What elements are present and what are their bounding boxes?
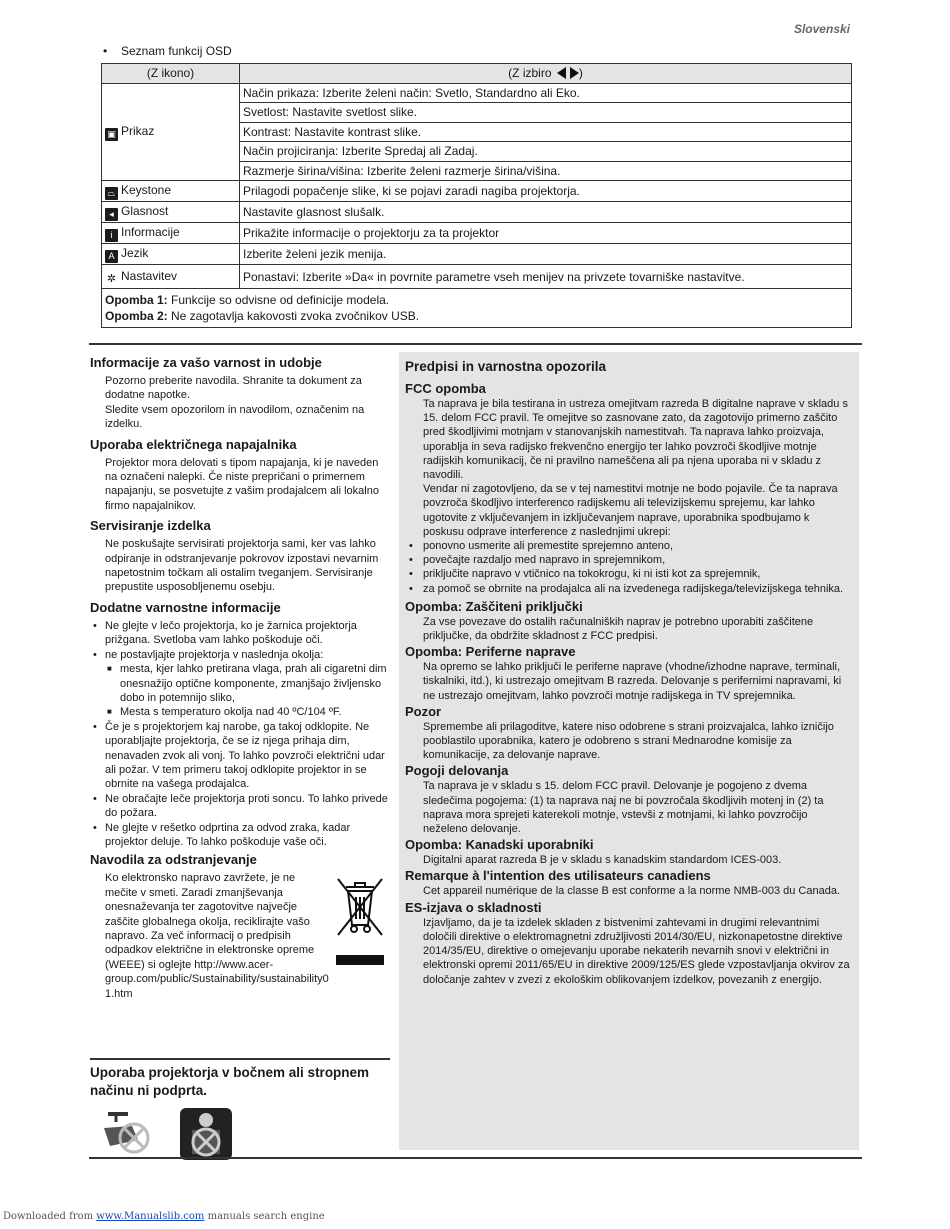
osd-col2-header-suffix: ) <box>578 66 583 81</box>
servicing-p1: Ne poskušajte servisirati projektorja sami, ker vas lahko odpiranje in odstranjevanje pokrovov izpostavi nevarnim napetostnim točkam ali ostalim tveganjem. Servisiranje prepustite usposobljenemu osebju. <box>105 538 379 594</box>
osd-nastavitev-label: Nastavitev <box>121 268 178 283</box>
safety-comfort-p1: Pozorno preberite navodila. Shranite ta dokument za dodatne napotke. <box>105 375 362 402</box>
list-item: ■ mesta, kjer lahko pretirana vlaga, prah ali cigaretni dim onesnažijo optične komponente, zmanjšajo življensko dobo in potemnijo sliko, <box>90 662 390 705</box>
fcc-measures-list <box>405 539 853 596</box>
osd-row-keystone <box>102 181 852 202</box>
note-1-text: Funkcije so odvisne od definicije modela. <box>167 293 390 307</box>
list-item: • Ne glejte v lečo projektorja, ko je žarnica projektorja prižgana. Svetloba vam lahko poškoduje oči. <box>90 619 390 648</box>
operating-conditions-heading: Pogoji delovanja <box>405 763 509 779</box>
osd-col2-header <box>240 64 852 84</box>
section-divider-bottom <box>89 1157 862 1159</box>
fcc-heading: FCC opomba <box>405 381 486 396</box>
mount-icons <box>102 1106 390 1162</box>
osd-prikaz-label: Prikaz <box>121 123 155 138</box>
power-supply-p1: Projektor mora delovati s tipom napajanja, ki je naveden na označeni nalepki. Če niste prepričani o primernem napajanju, se posvetujte z vašim prodajalcem ali lokalno firmo napajalnikov. <box>105 456 379 512</box>
osd-row-prikaz <box>102 83 852 103</box>
download-footer <box>3 1211 325 1222</box>
servicing-heading: Servisiranje izdelka <box>90 518 211 534</box>
osd-prikaz-row-2: Svetlost: Nastavite svetlost slike. <box>240 103 852 123</box>
osd-prikaz-label-cell <box>102 83 240 181</box>
list-item: • Ne glejte v rešetko odprtina za odvod zraka, kadar projektor deluje. To lahko poškoduje vaše oči. <box>90 821 390 850</box>
osd-glasnost-label: Glasnost <box>121 204 169 218</box>
disposal-p1: Ko elektronsko napravo zavržete, je ne mečite v smeti. Zaradi zmanjševanja onesnaževanja ter zagotovitve največje zaščite globalnega okolja, reciklirajte vašo napravo. Za več informacij o predpisih odpadkov električne in elektronske opreme (WEEE) si oglejte http://www.acer-group.com/public/Sustainability/sustainability01.htm <box>105 872 329 1000</box>
image-icon: ▣ <box>105 128 118 141</box>
disposal-heading: Navodila za odstranjevanje <box>90 852 257 868</box>
footer-prefix: Downloaded from <box>3 1211 97 1222</box>
section-divider-top <box>89 343 862 345</box>
osd-informacije-label: Informacije <box>121 225 180 239</box>
eu-declaration-p: Izjavljamo, da je ta izdelek skladen z bistvenimi zahtevami in drugimi relevantnimi določili direktive o elektromagnetni združljivosti 2014/30/EU, nizkonapetostne direktive 2014/35/EU, direktive o omejevanju uporabe nekaterih nevarnih snovi v električni in elektronski opremi 2011/65/EU in direktive 2009/125/ES glede vzpostavljanja okvirov za določanje zahtev v zvezi z ekološkim oblikovanjem izdelkov, povezanih z energijo. <box>423 916 850 986</box>
osd-informacije-label-cell <box>102 223 240 244</box>
eu-declaration-heading: ES-izjava o skladnosti <box>405 899 542 915</box>
language-icon: A <box>105 250 118 263</box>
osd-jezik-text: Izberite želeni jezik menija. <box>240 244 852 265</box>
list-item: • povečajte razdaljo med napravo in sprejemnikom, <box>405 553 853 567</box>
regulations-heading: Predpisi in varnostna opozorila <box>405 359 607 374</box>
safety-comfort-p2: Sledite vsem opozorilom in navodilom, označenim na izdelku. <box>105 403 365 431</box>
side-mount-prohibited-icon <box>102 1106 162 1156</box>
gear-icon: ✲ <box>106 272 117 285</box>
osd-row-jezik <box>102 244 852 265</box>
osd-prikaz-row-4: Način projiciranja: Izberite Spredaj ali Zadaj. <box>240 142 852 162</box>
mount-warning-heading: Uporaba projektorja v bočnem ali stropnem načinu ni podprta. <box>90 1065 370 1098</box>
additional-safety-heading: Dodatne varnostne informacije <box>90 599 281 615</box>
list-item: • Če je s projektorjem kaj narobe, ga takoj odklopite. Ne uporabljajte projektorja, če se iz njega prihaja dim, nenavaden zvok ali vonj. To lahko povzroči električni udar ali požar. V tem primeru takoj odklopite projektor in se obrnite na vašega prodajalca. <box>90 720 390 792</box>
list-item: ■ Mesta s temperaturo okolja nad 40 ºC/104 ºF. <box>90 705 390 719</box>
osd-nastavitev-text: Ponastavi: Izberite »Da« in povrnite parametre vseh menijev na privzete tovarniške nastavitve. <box>240 265 852 289</box>
note-2-label: Opomba 2: <box>105 309 168 323</box>
fcc-p2: Vendar ni zagotovljeno, da se v tej namestitvi motnje ne bodo pojavile. Če ta naprava povzroča škodljivo interferenco radijskemu ali televizijskemu sprejemu, kar lahko ugotovite z vključevanjem in izključevanjem naprave, uporabnika spodbujamo k poskusu odprave interference z naslednjimi ukrepi: <box>423 483 838 538</box>
fcc-p1: Ta naprava je bila testirana in ustreza omejitvam razreda B digitalne naprave v skladu s 15. delom FCC pravil. Te omejitve so zasnovane zato, da zagotovijo primerno zaščito pred škodljivimi motnjam v stanovanjskih namestitvah. Ta naprava lahko proizvaja, uporablja in seva radijsko frekvenčno energijo ter lahko povzroči škodljive motnje radijskih komunikacij, če ni pravilno nameščena ali pa njena uporaba ni v skladu z navodili. <box>423 398 848 482</box>
note-1-label: Opomba 1: <box>105 293 168 307</box>
list-item: • priključite napravo v vtičnico na tokokrogu, ki ni isti kot za sprejemnik, <box>405 567 853 581</box>
left-column <box>90 352 390 1001</box>
osd-col1-header: (Z ikono) <box>102 64 240 84</box>
osd-keystone-label: Keystone <box>121 183 172 197</box>
power-supply-heading: Uporaba električnega napajalnika <box>90 436 297 452</box>
note-2 <box>105 308 848 324</box>
ceiling-mount-prohibited-icon <box>176 1106 236 1162</box>
note-2-text: Ne zagotavlja kakovosti zvoka zvočnikov USB. <box>167 309 420 323</box>
osd-keystone-text: Prilagodi popačenje slike, ki se pojavi zaradi nagiba projektorja. <box>240 181 852 202</box>
list-item: • za pomoč se obrnite na prodajalca ali na izvedenega radijskega/televizijskega tehnika. <box>405 582 853 596</box>
osd-informacije-text: Prikažite informacije o projektorju za ta projektor <box>240 223 852 244</box>
osd-jezik-label: Jezik <box>121 246 149 260</box>
footer-suffix: manuals search engine <box>204 1211 325 1222</box>
list-item: • Ne obračajte leče projektorja proti soncu. To lahko privede do požara. <box>90 792 390 821</box>
caution-heading: Pozor <box>405 703 442 719</box>
shielded-connectors-heading: Opomba: Zaščiteni priključki <box>405 598 583 614</box>
osd-keystone-label-cell <box>102 181 240 202</box>
osd-table <box>101 63 852 328</box>
info-icon: i <box>105 229 118 242</box>
canadian-users-heading: Opomba: Kanadski uporabniki <box>405 837 594 853</box>
shielded-connectors-p: Za vse povezave do ostalih računalniških naprav je potrebno uporabiti zaščitene priključke, da obdržite skladnost z FCC predpisi. <box>423 615 814 643</box>
language-label: Slovenski <box>793 22 850 36</box>
operating-conditions-p: Ta naprava je v skladu s 15. delom FCC pravil. Delovanje je pogojeno z dvema sledečima pogojema: (1) ta naprava naj ne bi povzročala škodljivih motenj in (2) ta naprava mora sprejeti katerekoli motnje, vstevši z motnjami, ki lahko povzročijo neželeno delovanje. <box>423 780 824 836</box>
osd-row-informacije <box>102 223 852 244</box>
note-1 <box>105 292 848 308</box>
peripheral-devices-p: Na opremo se lahko priključi le periferne naprave (vhodne/izhodne naprave, terminali, tiskalniki, itd.), ki ustrezajo omejitvam B razreda. Delovanje s perifernimi napravami, ki ne ustrezajo omejitvam, lahko povzroči motnje radijskega in TV sprejemnika. <box>423 661 842 702</box>
list-item: • ne postavljajte projektorja v naslednja okolja: <box>90 648 390 662</box>
mount-warning-box <box>90 1058 390 1162</box>
right-arrow-icon <box>569 67 579 79</box>
additional-safety-list <box>90 619 390 850</box>
canadian-users-fr-heading: Remarque à l'intention des utilisateurs canadiens <box>405 868 711 884</box>
speaker-icon: ◂ <box>105 208 118 221</box>
osd-prikaz-row-3: Kontrast: Nastavite kontrast slike. <box>240 122 852 142</box>
regulations-panel <box>399 352 859 1150</box>
osd-glasnost-label-cell <box>102 202 240 223</box>
osd-row-glasnost <box>102 202 852 223</box>
canadian-users-p: Digitalni aparat razreda B je v skladu s kanadskim standardom ICES-003. <box>423 854 782 867</box>
peripheral-devices-heading: Opomba: Periferne naprave <box>405 644 576 660</box>
osd-nastavitev-label-cell <box>102 265 240 289</box>
keystone-icon: ⏢ <box>105 187 118 200</box>
osd-glasnost-text: Nastavite glasnost slušalk. <box>240 202 852 223</box>
left-arrow-icon <box>557 67 567 79</box>
osd-list-title: • Seznam funkcij OSD <box>103 44 232 58</box>
list-item: • ponovno usmerite ali premestite sprejemno anteno, <box>405 539 853 553</box>
safety-comfort-heading: Informacije za vašo varnost in udobje <box>90 355 322 370</box>
osd-header-row <box>102 64 852 84</box>
osd-row-nastavitev <box>102 265 852 289</box>
osd-col2-header-prefix: (Z izbiro <box>508 66 552 81</box>
osd-jezik-label-cell <box>102 244 240 265</box>
disposal-block <box>90 871 390 1001</box>
manualslib-link[interactable]: www.Manualslib.com <box>96 1211 205 1222</box>
caution-p: Spremembe ali prilagoditve, katere niso odobrene s strani proizvajalca, lahko izničijo pooblastilo uporabnika, katero je odobreno s strani Mednarodne komisije za komunikacije, za delovanje naprave. <box>423 720 834 762</box>
osd-title-text: Seznam funkcij OSD <box>121 44 232 58</box>
osd-prikaz-row-5: Razmerje širina/višina: Izberite želeni razmerje širina/višina. <box>240 161 852 181</box>
osd-notes-row <box>102 289 852 328</box>
canadian-users-fr-p: Cet appareil numérique de la classe B est conforme a la norme NMB-003 du Canada. <box>423 885 841 898</box>
osd-prikaz-row-1: Način prikaza: Izberite želeni način: Svetlo, Standardno ali Eko. <box>240 83 852 103</box>
weee-bin-icon <box>330 871 390 1001</box>
osd-notes <box>102 289 852 328</box>
